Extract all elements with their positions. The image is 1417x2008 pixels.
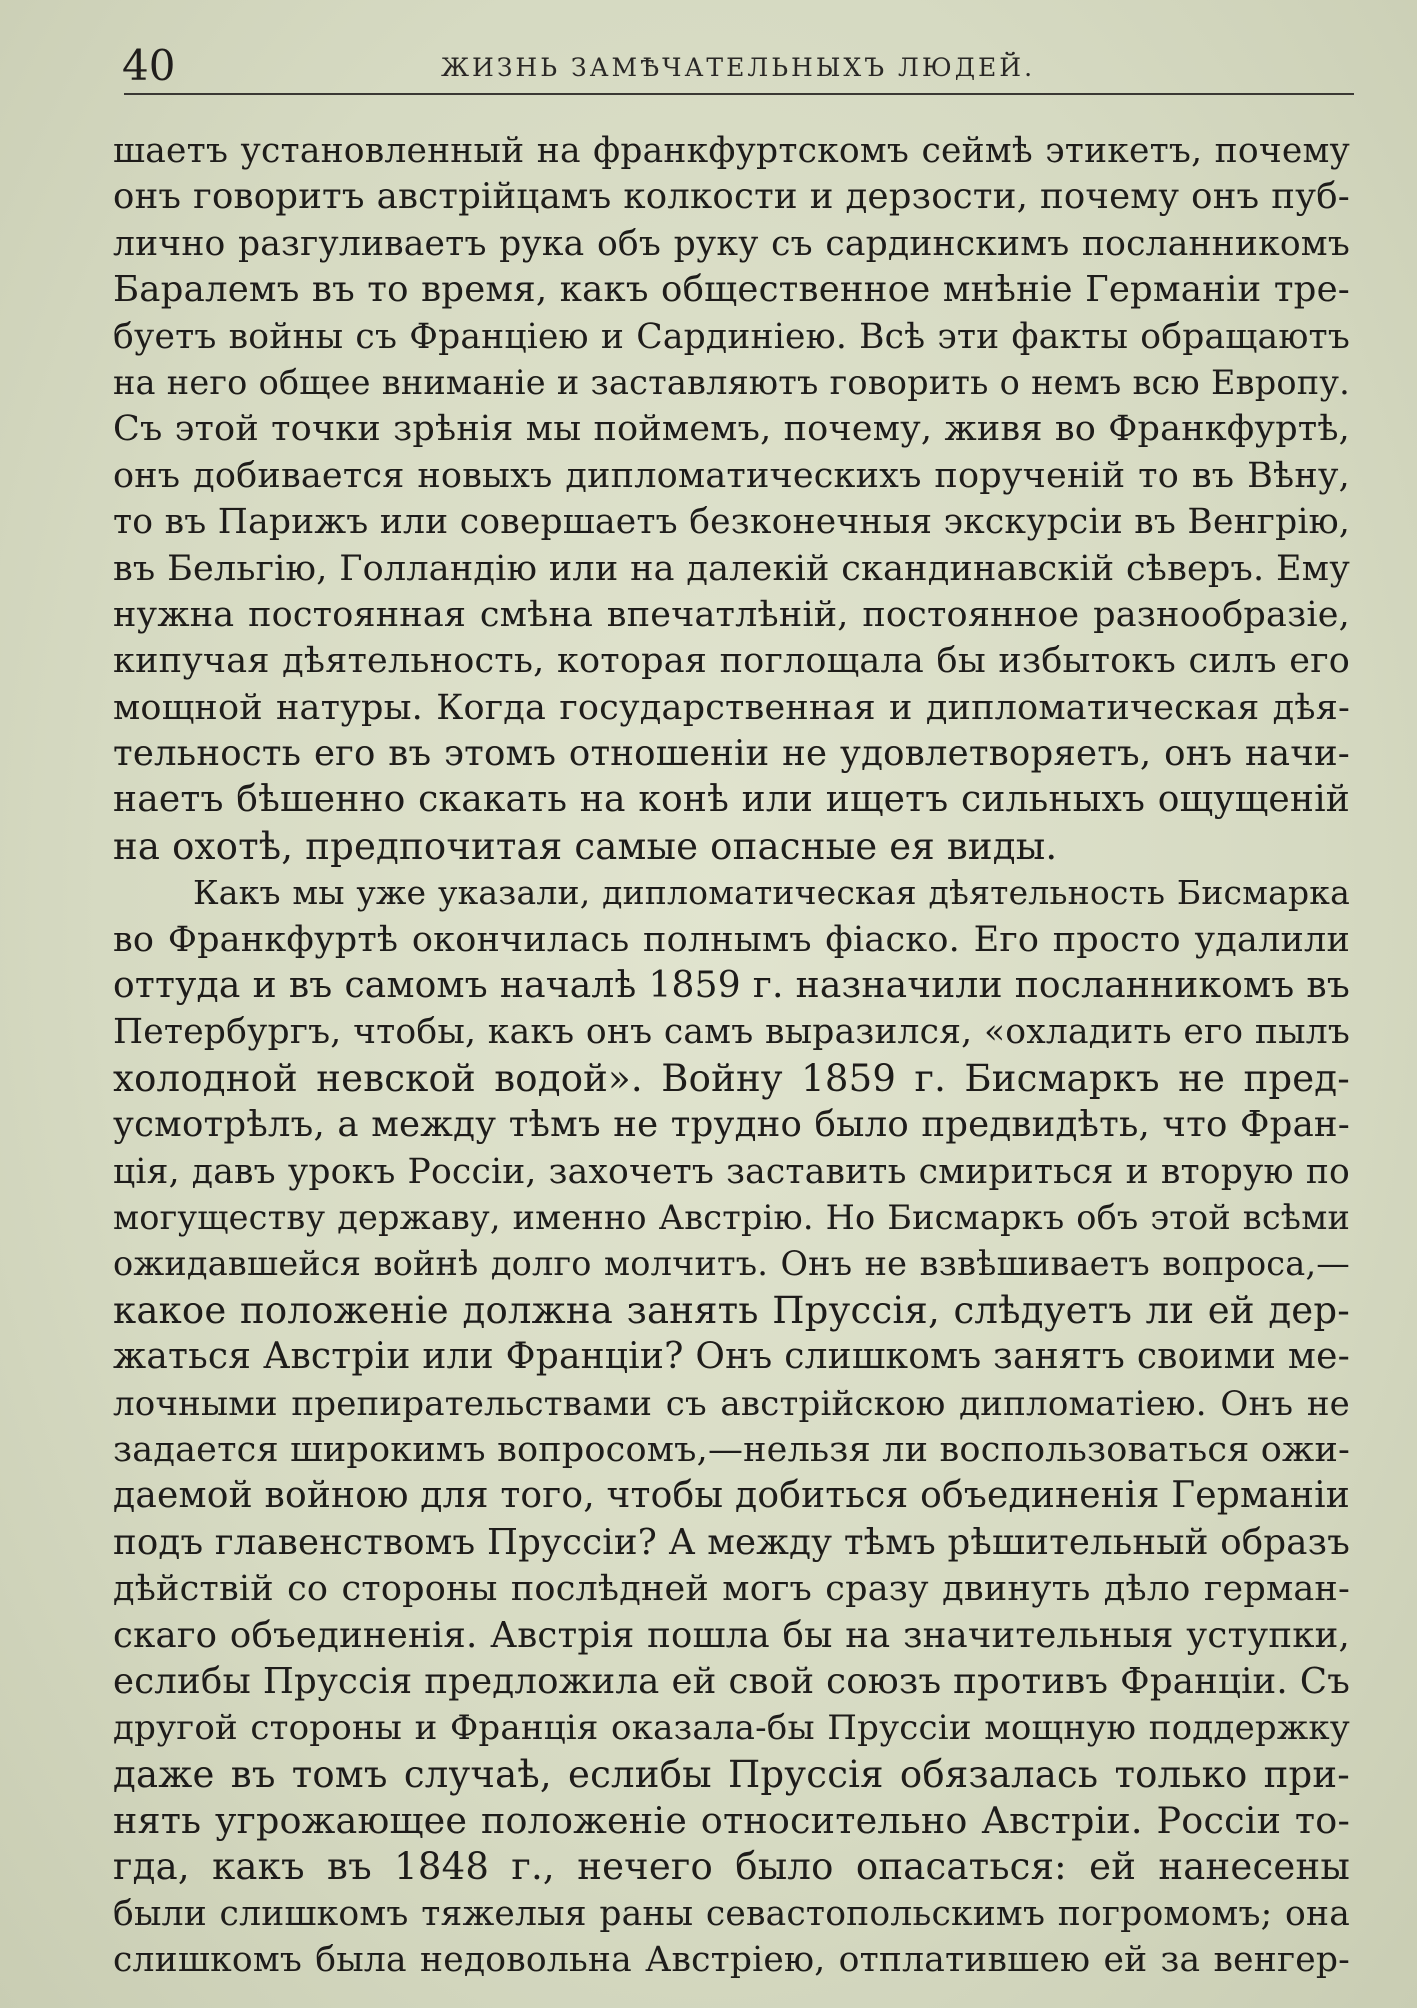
text-line: онъ говоритъ австрійцамъ колкости и дерзости, почему онъ пуб-	[113, 176, 1350, 218]
text-line: нять угрожающее положеніе относительно Австріи. Россіи то-	[113, 1799, 1350, 1843]
text-line: холодной невской водой». Войну 1859 г. Бисмаркъ не пред-	[113, 1056, 1350, 1100]
paragraph-first-line: Какъ мы уже указали, дипломатическая дѣятельность Бисмарка	[193, 873, 1350, 913]
text-line: даже въ томъ случаѣ, еслибы Пруссія обязалась только при-	[113, 1752, 1350, 1796]
text-line: наетъ бѣшенно скакать на конѣ или ищетъ сильныхъ ощущеній	[113, 779, 1350, 821]
text-line: слишкомъ была недовольна Австріею, отплатившею ей за венгер-	[113, 1940, 1350, 1981]
text-line: лично разгуливаетъ рука объ руку съ сардинскимъ посланникомъ	[113, 223, 1350, 264]
text-line: во Франкфуртѣ окончилась полнымъ фіаско. Его просто удалили	[113, 919, 1350, 960]
text-line: Баралемъ въ то время, какъ общественное мнѣніе Германіи тре-	[113, 269, 1350, 311]
text-line: жаться Австріи или Франціи? Онъ слишкомъ занятъ своими ме-	[113, 1336, 1350, 1378]
text-line: тельность его въ этомъ отношеніи не удовлетворяетъ, онъ начи-	[113, 733, 1350, 775]
text-line: еслибы Пруссія предложила ей свой союзъ противъ Франціи. Съ	[113, 1660, 1350, 1702]
text-line: въ Бельгію, Голландію или на далекій скандинавскій сѣверъ. Ему	[113, 548, 1350, 589]
text-line: гда, какъ въ 1848 г., нечего было опасаться: ей нанесены	[113, 1845, 1350, 1889]
text-line: ожидавшейся войнѣ долго молчитъ. Онъ не взвѣшиваетъ вопроса,—	[113, 1244, 1350, 1284]
text-line: подъ главенствомъ Пруссіи? А между тѣмъ рѣшительный образъ	[113, 1521, 1350, 1563]
text-line: оттуда и въ самомъ началѣ 1859 г. назначили посланникомъ въ	[113, 965, 1350, 1007]
text-line: то въ Парижъ или совершаетъ безконечныя экскурсіи въ Венгрію,	[113, 502, 1350, 543]
text-line: Съ этой точки зрѣнія мы поймемъ, почему, живя во Франкфуртѣ,	[113, 409, 1350, 450]
page-number: 40	[122, 41, 176, 90]
text-line: мощной натуры. Когда государственная и дипломатическая дѣя-	[113, 687, 1350, 728]
text-line: Петербургъ, чтобы, какъ онъ самъ выразился, «охладить его пылъ	[113, 1012, 1350, 1053]
header-rule	[124, 93, 1354, 95]
text-line: онъ добивается новыхъ дипломатическихъ порученій то въ Вѣну,	[113, 455, 1350, 496]
text-line: ція, давъ урокъ Россіи, захочетъ заставить смириться и вторую по	[113, 1151, 1350, 1192]
text-line: дѣйствій со стороны послѣдней могъ сразу двинуть дѣло герман-	[113, 1569, 1350, 1610]
text-line: какое положеніе должна занять Пруссія, слѣдуетъ ли ей дер-	[113, 1288, 1350, 1332]
paragraph-last-line: на охотѣ, предпочитая самые опасные ея виды.	[113, 824, 1058, 868]
text-line: шаетъ установленный на франкфуртскомъ сеймѣ этикетъ, почему	[113, 131, 1350, 171]
page-header	[122, 38, 1354, 94]
body-text	[113, 128, 1350, 1984]
running-head: ЖИЗНЬ ЗАМѢЧАТЕЛЬНЫХЪ ЛЮДЕЙ.	[440, 53, 1036, 82]
text-line: даемой войною для того, чтобы добиться объединенія Германіи	[113, 1475, 1350, 1517]
text-line: скаго объединенія. Австрія пошла бы на значительныя уступки,	[113, 1614, 1350, 1656]
text-line: усмотрѣлъ, а между тѣмъ не трудно было предвидѣть, что Фран-	[113, 1104, 1350, 1146]
text-line: лочными препирательствами съ австрійскою дипломатіею. Онъ не	[113, 1383, 1350, 1424]
text-line: могуществу державу, именно Австрію. Но Бисмаркъ объ этой всѣми	[113, 1197, 1350, 1237]
text-line: задается широкимъ вопросомъ,—нельзя ли воспользоваться ожи-	[113, 1429, 1350, 1470]
text-line: на него общее вниманіе и заставляютъ говорить о немъ всю Европу.	[113, 362, 1350, 402]
text-line: кипучая дѣятельность, которая поглощала бы избытокъ силъ его	[113, 641, 1350, 682]
text-line: нужна постоянная смѣна впечатлѣній, постоянное разнообразіе,	[113, 594, 1350, 635]
text-line: были слишкомъ тяжелыя раны севастопольскимъ погромомъ; она	[113, 1893, 1350, 1934]
text-line: другой стороны и Франція оказала-бы Пруссіи мощную поддержку	[113, 1708, 1350, 1749]
text-line: буетъ войны съ Франціею и Сардиніею. Всѣ эти факты обращаютъ	[113, 316, 1350, 357]
